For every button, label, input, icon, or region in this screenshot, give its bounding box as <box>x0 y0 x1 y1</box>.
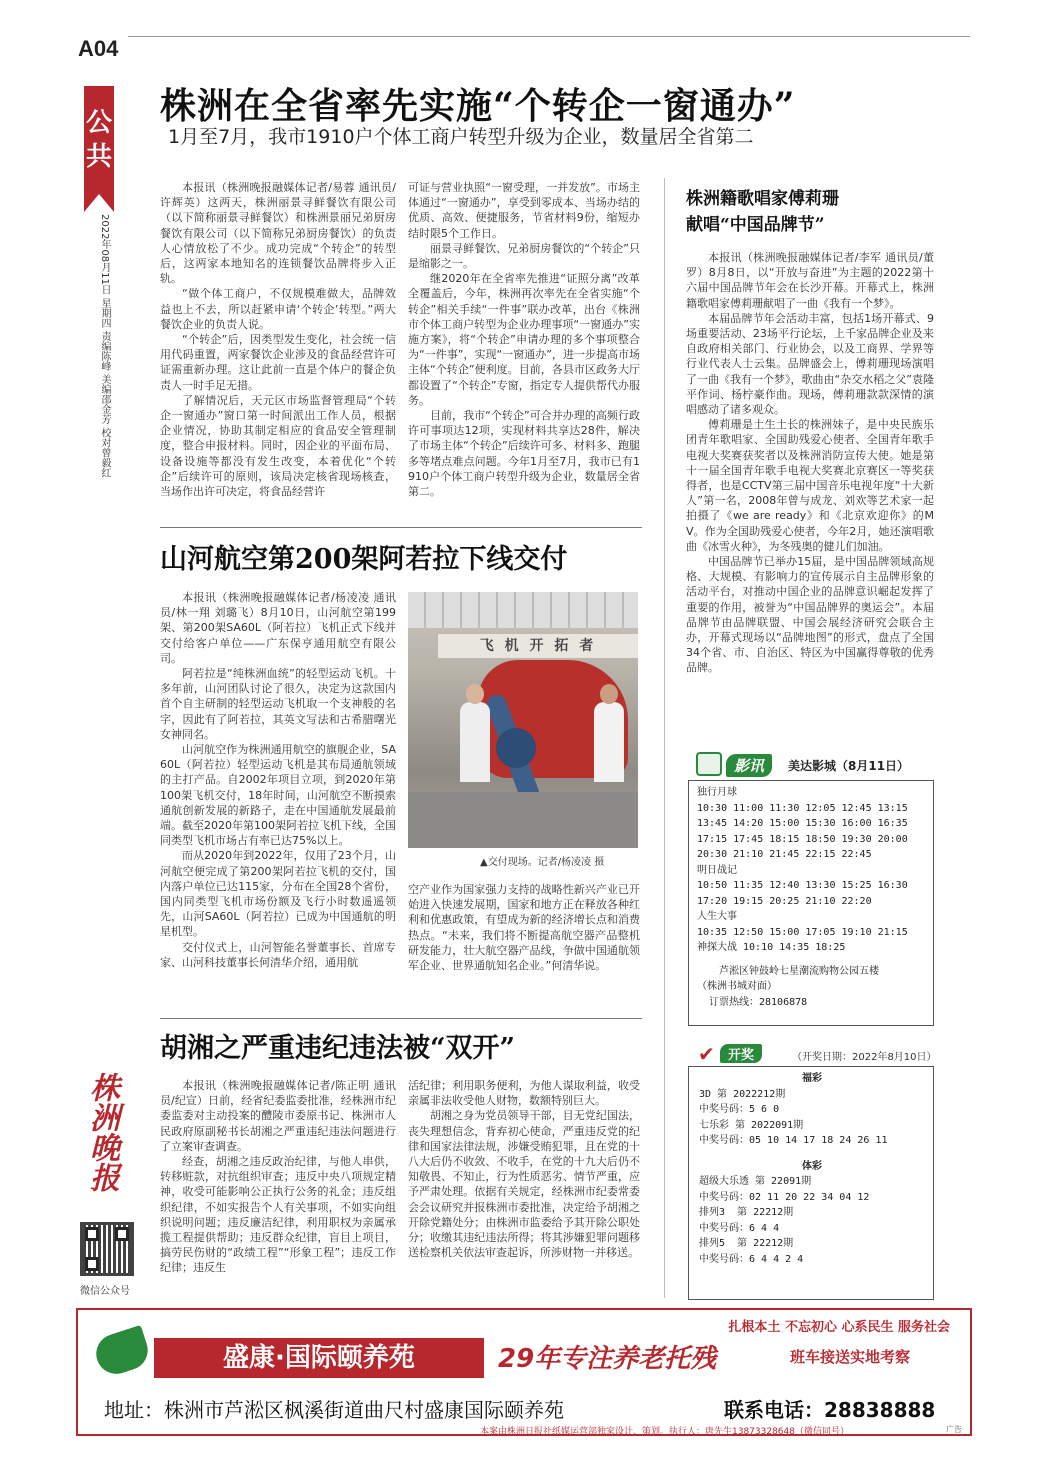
ad-slogan: 扎根本土 不忘初心 心系民生 服务社会 <box>728 1320 950 1335</box>
article1-col2 <box>408 180 640 499</box>
lottery-line: 超级大乐透 第 22091期 <box>699 1176 812 1187</box>
hand-logo-icon <box>91 1325 153 1379</box>
cinema-header <box>688 750 934 780</box>
lottery-line: 中奖号码：6 4 4 2 4 <box>699 1253 804 1265</box>
cinema-address-note: （株洲书城对面） <box>697 981 777 992</box>
lottery-box <box>688 1066 934 1300</box>
paragraph: 空产业作为国家强力支持的战略性新兴产业已开始进入快速发展期，国家和地方正在释放各种红利和优惠政策，有望成为新的经济增长点和消费热点。“未来，我们将不断提高航空器产品整机研发能力，壮大航空器产品线，争做中国通航领军企业、世界通航知名企业。”何清华说。 <box>408 883 640 973</box>
paragraph: 丽景寻鲜餐饮、兄弟厨房餐饮的“个转企”只是缩影之一。 <box>408 241 640 271</box>
article4-title <box>686 186 936 238</box>
ad-sub: 班车接送实地考察 <box>790 1348 911 1366</box>
lottery-date: （开奖日期：2022年8月10日） <box>792 1052 937 1063</box>
hangar-banner: 飞 机 开 拓 者 <box>438 634 638 658</box>
lottery-line: 排列3 第 22212期 <box>699 1207 794 1218</box>
hangar-roof <box>408 592 638 628</box>
ad-phone: 联系电话：28838888 <box>724 1398 936 1422</box>
ad-footer: 本案由株洲日报社纸媒运营部独家设计、策划。执行人：唐先生13873328648（微信同号） <box>480 1427 849 1437</box>
lottery-badge: 开奖 <box>720 1044 762 1063</box>
paragraph: “做个体工商户，不仅规模难做大，品牌效益也上不去，所以赶紧申请‘个转企’转型。”两大餐饮企业的负责人说。 <box>160 287 396 331</box>
paragraph: 继2020年在全省率先推进“证照分离”改革全覆盖后，今年，株洲再次率先在全省实施“个转企”相关手续“一件事”联办改革，出台《株洲市个体工商户转型为企业办理事项“一窗通办”实施方案》，将“个转企”申请办理的多个事项整合为“一件事”，实现“一窗通办”，进一步提高市场主体“个转企”便利度。目前，各县市区政务大厅都设置了“个转企”专窗，指定专人提供帮代办服务。 <box>408 272 640 407</box>
ad-headline: 29年专注养老托残 <box>498 1344 717 1374</box>
paragraph: 胡湘之身为党员领导干部，目无党纪国法，丧失理想信念，背弃初心使命，严重违反党的纪律和国家法律法规，涉嫌受贿犯罪，且在党的十八大后仍不收敛、不收手，在党的十九大后仍不知敬畏、不知止，行为性质恶劣、情节严重，应予严肃处理。依据有关规定，经株洲市纪委常委会会议研究并报株洲市委批准，决定给予胡湘之开除党籍处分；由株洲市监委给予其开除公职处分；收缴其违纪违法所得；将其涉嫌犯罪问题移送检察机关依法审查起诉，所涉财物一并移送。 <box>408 1109 640 1260</box>
cinema-hotline: 订票热线：28106878 <box>709 996 808 1008</box>
article2-col2 <box>408 882 640 973</box>
showtimes: 20:30 21:10 21:45 22:15 22:45 <box>697 849 872 860</box>
masthead: 株洲晚报 <box>84 1072 119 1192</box>
article4-title-line-2: 献唱“中国品牌节” <box>686 215 825 235</box>
movie-title: 明日战记 <box>697 864 737 876</box>
movie-title: 独行月球 <box>697 787 737 798</box>
paragraph: 活纪律；利用职务便利，为他人谋取利益，收受亲属非法收受他人财物，数额特别巨大。 <box>408 1079 640 1108</box>
article3-title: 胡湘之严重违纪违法被“双开” <box>160 1033 516 1064</box>
person-right <box>594 702 624 782</box>
film-camera-icon <box>696 752 722 776</box>
column-rule <box>664 178 665 1298</box>
article1-title: 株洲在全省率先实施“个转企一窗通办” <box>160 85 796 127</box>
cinema-listings <box>697 785 908 1010</box>
lottery-results <box>699 1071 925 1267</box>
article1-col1 <box>160 180 396 499</box>
delivery-photo <box>408 592 638 848</box>
showtimes: 17:15 17:45 18:15 18:50 19:30 20:00 <box>697 833 908 845</box>
lottery-line: 中奖号码：05 10 14 17 18 24 26 11 <box>699 1135 888 1146</box>
paragraph: 本报讯（株洲晚报融媒体记者/李军 通讯员/董罗）8月8日，以“开放与奋进”为主题的2022第十六届中国品牌节年会在长沙开幕。开幕式上，株洲籍歌唱家傅莉珊献唱了一曲《我有一个梦》。 <box>686 251 934 310</box>
paragraph: 本报讯（株洲晚报融媒体记者/杨凌凌 通讯员/林一翔 刘璐飞）8月10日，山河航空第199架、第200架SA60L（阿若拉）飞机正式下线并交付给客户单位——广东保亨通用航空有限公司。 <box>160 591 396 665</box>
checkmark-icon: ✔ <box>698 1042 715 1066</box>
paragraph: 经查，胡湘之违反政治纪律，与他人串供，转移赃款，对抗组织审查；违反中央八项规定精神，收受可能影响公正执行公务的礼金；违反组织纪律，不如实报告个人有关事项，不如实向组织说明问题；违反廉洁纪律，利用职权为亲属承揽工程提供帮助；违反群众纪律，盲目上项目，搞劳民伤财的“政绩工程”“形象工程”；违反工作纪律；违反生 <box>160 1155 396 1275</box>
showtimes: 10:50 11:35 12:40 13:30 15:25 16:30 <box>697 880 908 891</box>
section-tag <box>84 86 114 194</box>
article3-col2 <box>408 1078 640 1260</box>
paragraph: 而从2020年到2022年，仅用了23个月，山河航空便完成了第200架阿若拉飞机的交付，国内落户单位已达115家，分布在全国28个省份，国内同类型飞机市场份额及飞行小时数遥遥领先，山河SA60L（阿若拉）已成为中国通航的明星机型。 <box>160 849 396 939</box>
cinema-badge: 影讯 <box>726 754 772 777</box>
ad-address: 地址：株洲市芦淞区枫溪街道曲尺村盛康国际颐养苑 <box>104 1398 564 1422</box>
divider <box>160 1018 642 1019</box>
article3-col1 <box>160 1078 396 1276</box>
article4-title-line-1: 株洲籍歌唱家傅莉珊 <box>686 189 839 209</box>
section-tag-char-2: 共 <box>85 142 112 172</box>
movie-title: 人生大事 <box>697 911 737 922</box>
article4-body <box>686 250 934 676</box>
paragraph: 可证与营业执照“一窗受理，一并发放”。市场主体通过“一窗通办”，享受到零成本、当场办结的优质、高效、便捷服务，节省材料9份，缩短办结时限5个工作日。 <box>408 181 640 240</box>
propeller-hub <box>496 728 536 768</box>
paragraph: 本报讯（株洲晚报融媒体记者/易蓉 通讯员/许辉英）这两天，株洲丽景寻鲜餐饮有限公司（以下简称丽景寻鲜餐饮）和株洲景丽兄弟厨房餐饮有限公司（以下简称兄弟厨房餐饮）的负责人心情放松了不少。成功完成“个转企”的转型后，这两家本地知名的连锁餐饮品牌将步入正轨。 <box>160 181 396 286</box>
lottery-header <box>688 1042 937 1066</box>
lottery-line: 中奖号码：5 6 0 <box>699 1104 780 1115</box>
divider <box>160 527 642 528</box>
paragraph: 了解情况后，天元区市场监督管理局“个转企一窗通办”窗口第一时间派出工作人员，根据企业情况，协助其制定相应的食品安全管理制度，整合申报材料。同时，因企业的平面布局、设备设施等都没有发生改变，本着优化“个转企”后续许可的原则，该局决定核省现场核查，当场作出许可决定，将食品经营许 <box>160 393 396 499</box>
photo-caption: ▲交付现场。记者/杨凌凌 摄 <box>480 857 605 868</box>
article2-col1 <box>160 590 396 970</box>
person-right-head <box>600 684 618 704</box>
lottery-line: 排列5 第 22212期 <box>699 1238 794 1249</box>
dateline: 2022年08月11日 星期四 责编陈峰 美编邵金芳 校对曾毅红 <box>99 214 110 478</box>
section-tag-char-1: 公 <box>85 108 112 138</box>
paragraph: 傅莉珊是土生土长的株洲妹子，是中央民族乐团青年歌唱家、全国助残爱心使者、全国青年歌手电视大奖赛获奖者以及株洲消防宣传大使。她是第十一届全国青年歌手电视大奖赛北京赛区一等奖获得者，也是CCTV第三届中国音乐电视年度“十大新人”第一名，2008年曾与成龙、刘欢等艺术家一起拍摄了《we are ready》和《北京欢迎你》的MV。作为全国助残爱心使者，今年2月，她还演唱歌曲《冰雪火种》，为冬残奥的健儿们加油。 <box>686 418 934 553</box>
qr-label: 微信公众号 <box>80 1286 130 1297</box>
qr-code-icon <box>80 1222 134 1276</box>
article2-title: 山河航空第200架阿若拉下线交付 <box>160 544 568 575</box>
person-left-head <box>466 684 484 704</box>
lottery-line: 中奖号码：6 4 4 <box>699 1222 780 1234</box>
lottery-line: 七乐彩 第 2022091期 <box>699 1119 804 1131</box>
advertisement <box>76 1308 972 1436</box>
cinema-address: 芦淞区钟鼓岭七星潮流购物公园五楼 <box>719 965 879 977</box>
paragraph: 交付仪式上，山河智能名誉董事长、首席专家、山河科技董事长何清华介绍，通用航 <box>160 940 396 969</box>
paragraph: 中国品牌节已举办15届，是中国品牌领域高规格、大规模、有影响力的宣传展示自主品牌形象的活动平台，对推动中国企业的品牌意识崛起发挥了重要的作用，被誉为“中国品牌界的奥运会”。本届品牌节由品牌联盟、中国会展经济研究会联合主办，开幕式现场以“品牌地图”的形式，盘点了全国34个省、市、自治区、特区为中国赢得尊敬的优秀品牌。 <box>686 555 934 675</box>
ad-tag: 广告 <box>946 1425 962 1434</box>
paragraph: 本届品牌节年会活动丰富，包括1场开幕式、9场重要活动、23场平行论坛，上千家品牌企业及来自政府相关部门、行业协会，以及工商界、学界等行业代表人士云集。品牌盛会上，傅莉珊现场演唱了一曲《我有一个梦》，歌曲由“杂交水稻之父”袁隆平作词、杨柠豪作曲。现场，傅莉珊款款深情的演唱感动了诸多观众。 <box>686 311 934 417</box>
showtimes: 10:30 11:00 11:30 12:05 12:45 13:15 <box>697 802 908 814</box>
lottery-heading: 体彩 <box>802 1160 822 1172</box>
paragraph: 山河航空作为株洲通用航空的旗舰企业，SA60L（阿若拉）轻型运动飞机是其布局通航领域的主打产品。自2002年项目立项，到2020年第100架飞机交付，18年时间，山河航空不断摸索通航创新发展的新路子，走在中国通航发展最前端。截至2020年第100架阿若拉飞机下线，全国同类型飞机市场占有率已达75%以上。 <box>160 743 396 848</box>
article1-subtitle: 1月至7月，我市1910户个体工商户转型升级为企业，数量居全省第二 <box>168 126 754 148</box>
cinema-box <box>688 780 934 1026</box>
paragraph: 阿若拉是“纯株洲血统”的轻型运动飞机。十多年前，山河团队讨论了很久，决定为这款国内首个自主研制的轻型运动飞机取一个支神般的名字，因此有了阿若拉，其英文写法和古希腊曙光女神同名。 <box>160 667 396 741</box>
showtimes: 13:45 14:20 15:00 15:30 16:00 16:35 <box>697 818 908 829</box>
lottery-heading: 福彩 <box>802 1073 822 1084</box>
showtimes: 17:20 19:15 20:25 21:10 22:20 <box>697 895 872 907</box>
person-left <box>460 702 490 782</box>
floor <box>408 792 638 848</box>
page-number: A04 <box>78 36 119 61</box>
paragraph: 本报讯（株洲晚报融媒体记者/陈正明 通讯员/纪宣）日前，经省纪委监委批准，经株洲市纪委监委对主动投案的醴陵市委原书记、株洲市人民政府原副秘书长胡湘之严重违纪违法问题进行了立案审查调查。 <box>160 1079 396 1153</box>
cinema-name: 美达影城（8月11日） <box>788 759 910 773</box>
lottery-line: 中奖号码：02 11 20 22 34 04 12 <box>699 1191 870 1203</box>
header-rule <box>128 36 970 37</box>
showtimes: 神探大战 10:10 14:35 18:25 <box>697 942 846 953</box>
lottery-line: 3D 第 2022212期 <box>699 1088 786 1100</box>
ad-brand: 盛康·国际颐养苑 <box>154 1338 484 1378</box>
paragraph: “个转企”后，因类型发生变化，社会统一信用代码重置，两家餐饮企业涉及的食品经营许可证需重新办理。这让此前一直是个体户的餐企负责人一时手足无措。 <box>160 333 396 392</box>
showtimes: 10:35 12:50 15:00 17:05 19:10 21:15 <box>697 926 908 938</box>
paragraph: 目前，我市“个转企”可合并办理的高频行政许可事项达12项，实现材料共享达28件，解决了市场主体“个转企”后续许可多、材料多、跑腿多等堵点难点问题。今年1月至7月，我市已有1910户个体工商户转型升级为企业，数量居全省第二。 <box>408 409 640 499</box>
